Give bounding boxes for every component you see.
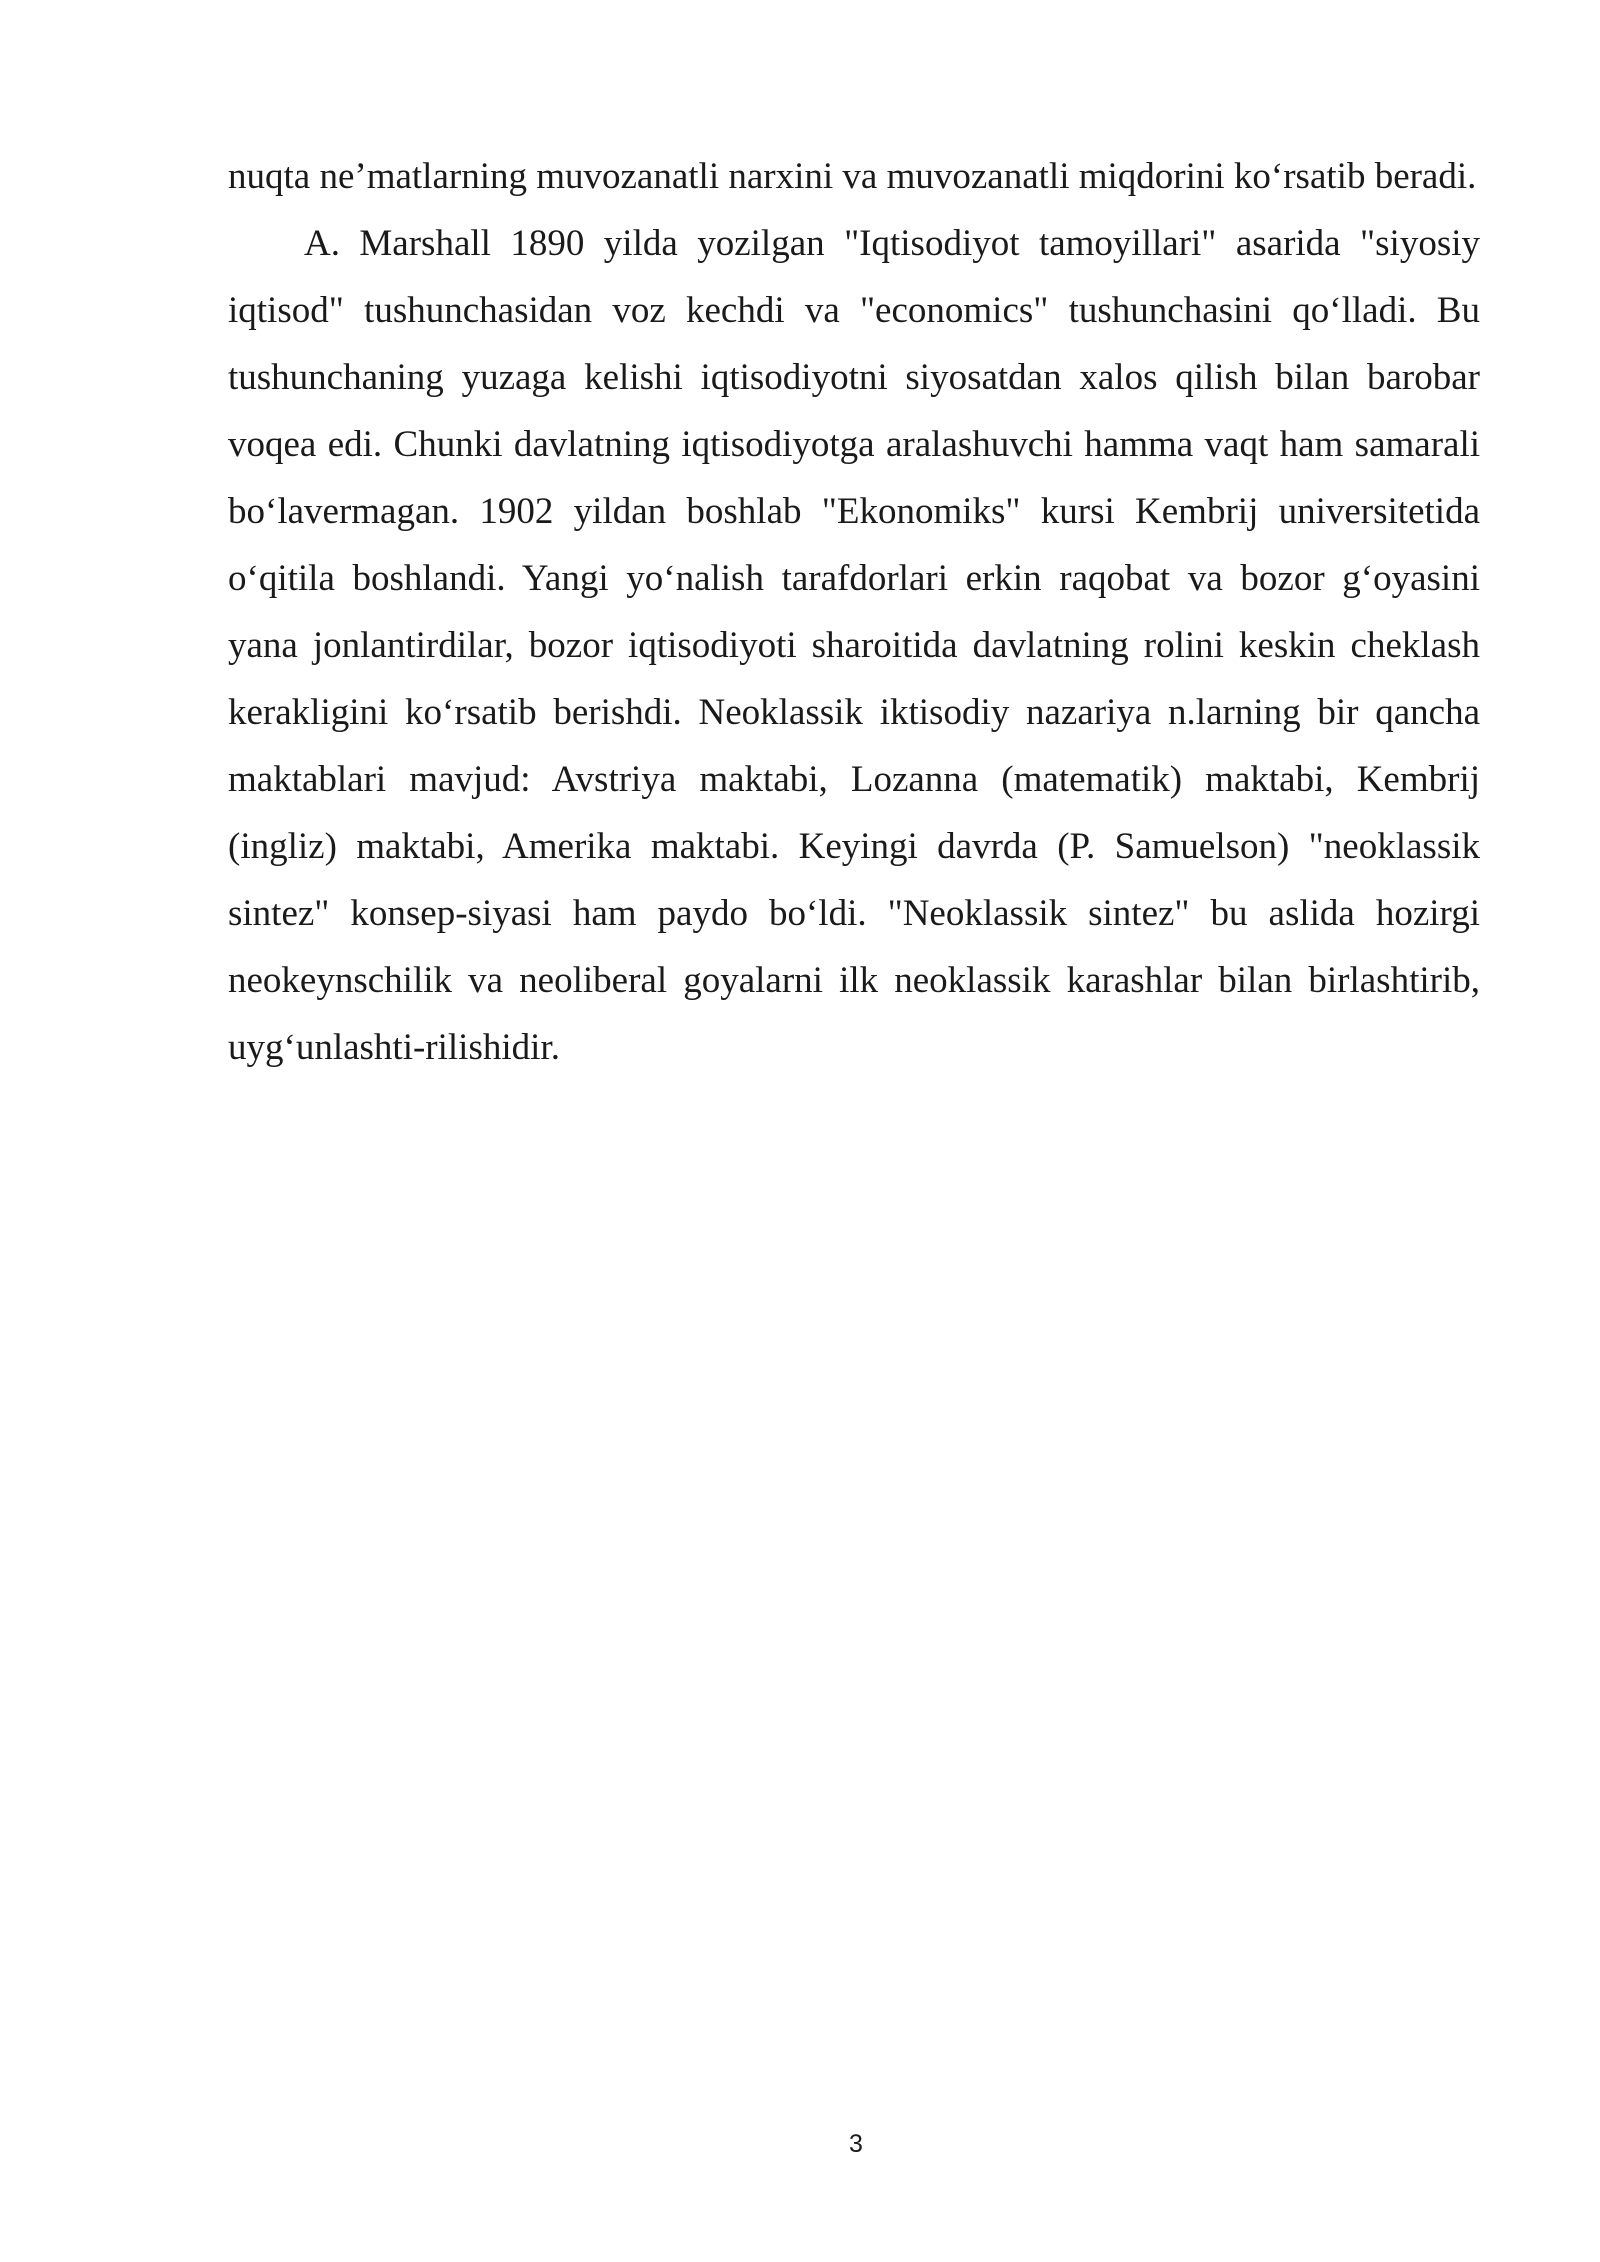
body-text bbox=[228, 143, 1480, 1081]
paragraph-continuation: nuqta ne’matlarning muvozanatli narxini va muvozanatli miqdorini ko‘rsatib beradi. bbox=[228, 156, 1477, 197]
page-number: 3 bbox=[849, 2130, 863, 2158]
paragraph-marshall: A. Marshall 1890 yilda yozilgan "Iqtisodiyot tamoyillari" asarida "siyosiy iqtisod" tushunchasidan voz kechdi va "economics" tushunchasini qo‘lladi. Bu tushunchaning yuzaga kelishi iqtisodiyotni siyosatdan xalos qilish bilan barobar voqea edi. Chunki davlatning iqtisodiyotga aralashuvchi hamma vaqt ham samarali bo‘lavermagan. 1902 yildan boshlab "Ekonomiks" kursi Kembrij universitetida o‘qitila boshlandi. Yangi yo‘nalish tarafdorlari erkin raqobat va bozor g‘oyasini yana jonlantirdilar, bozor iqtisodiyoti sharoitida davlatning rolini keskin cheklash kerakligini ko‘rsatib berishdi. Neoklassik iktisodiy nazariya n.larning bir qancha maktablari mavjud: Avstriya maktabi, Lozanna (matematik) maktabi, Kembrij (ingliz) maktabi, Amerika maktabi. Keyingi davrda (P. Samuelson) "neoklassik sintez" konsep-siyasi ham paydo bo‘ldi. "Neoklassik sintez" bu aslida hozirgi neokeynschilik va neoliberal goyalarni ilk neoklassik karashlar bilan birlashtirib, uyg‘unlashti-rilishidir. bbox=[228, 223, 1480, 1068]
